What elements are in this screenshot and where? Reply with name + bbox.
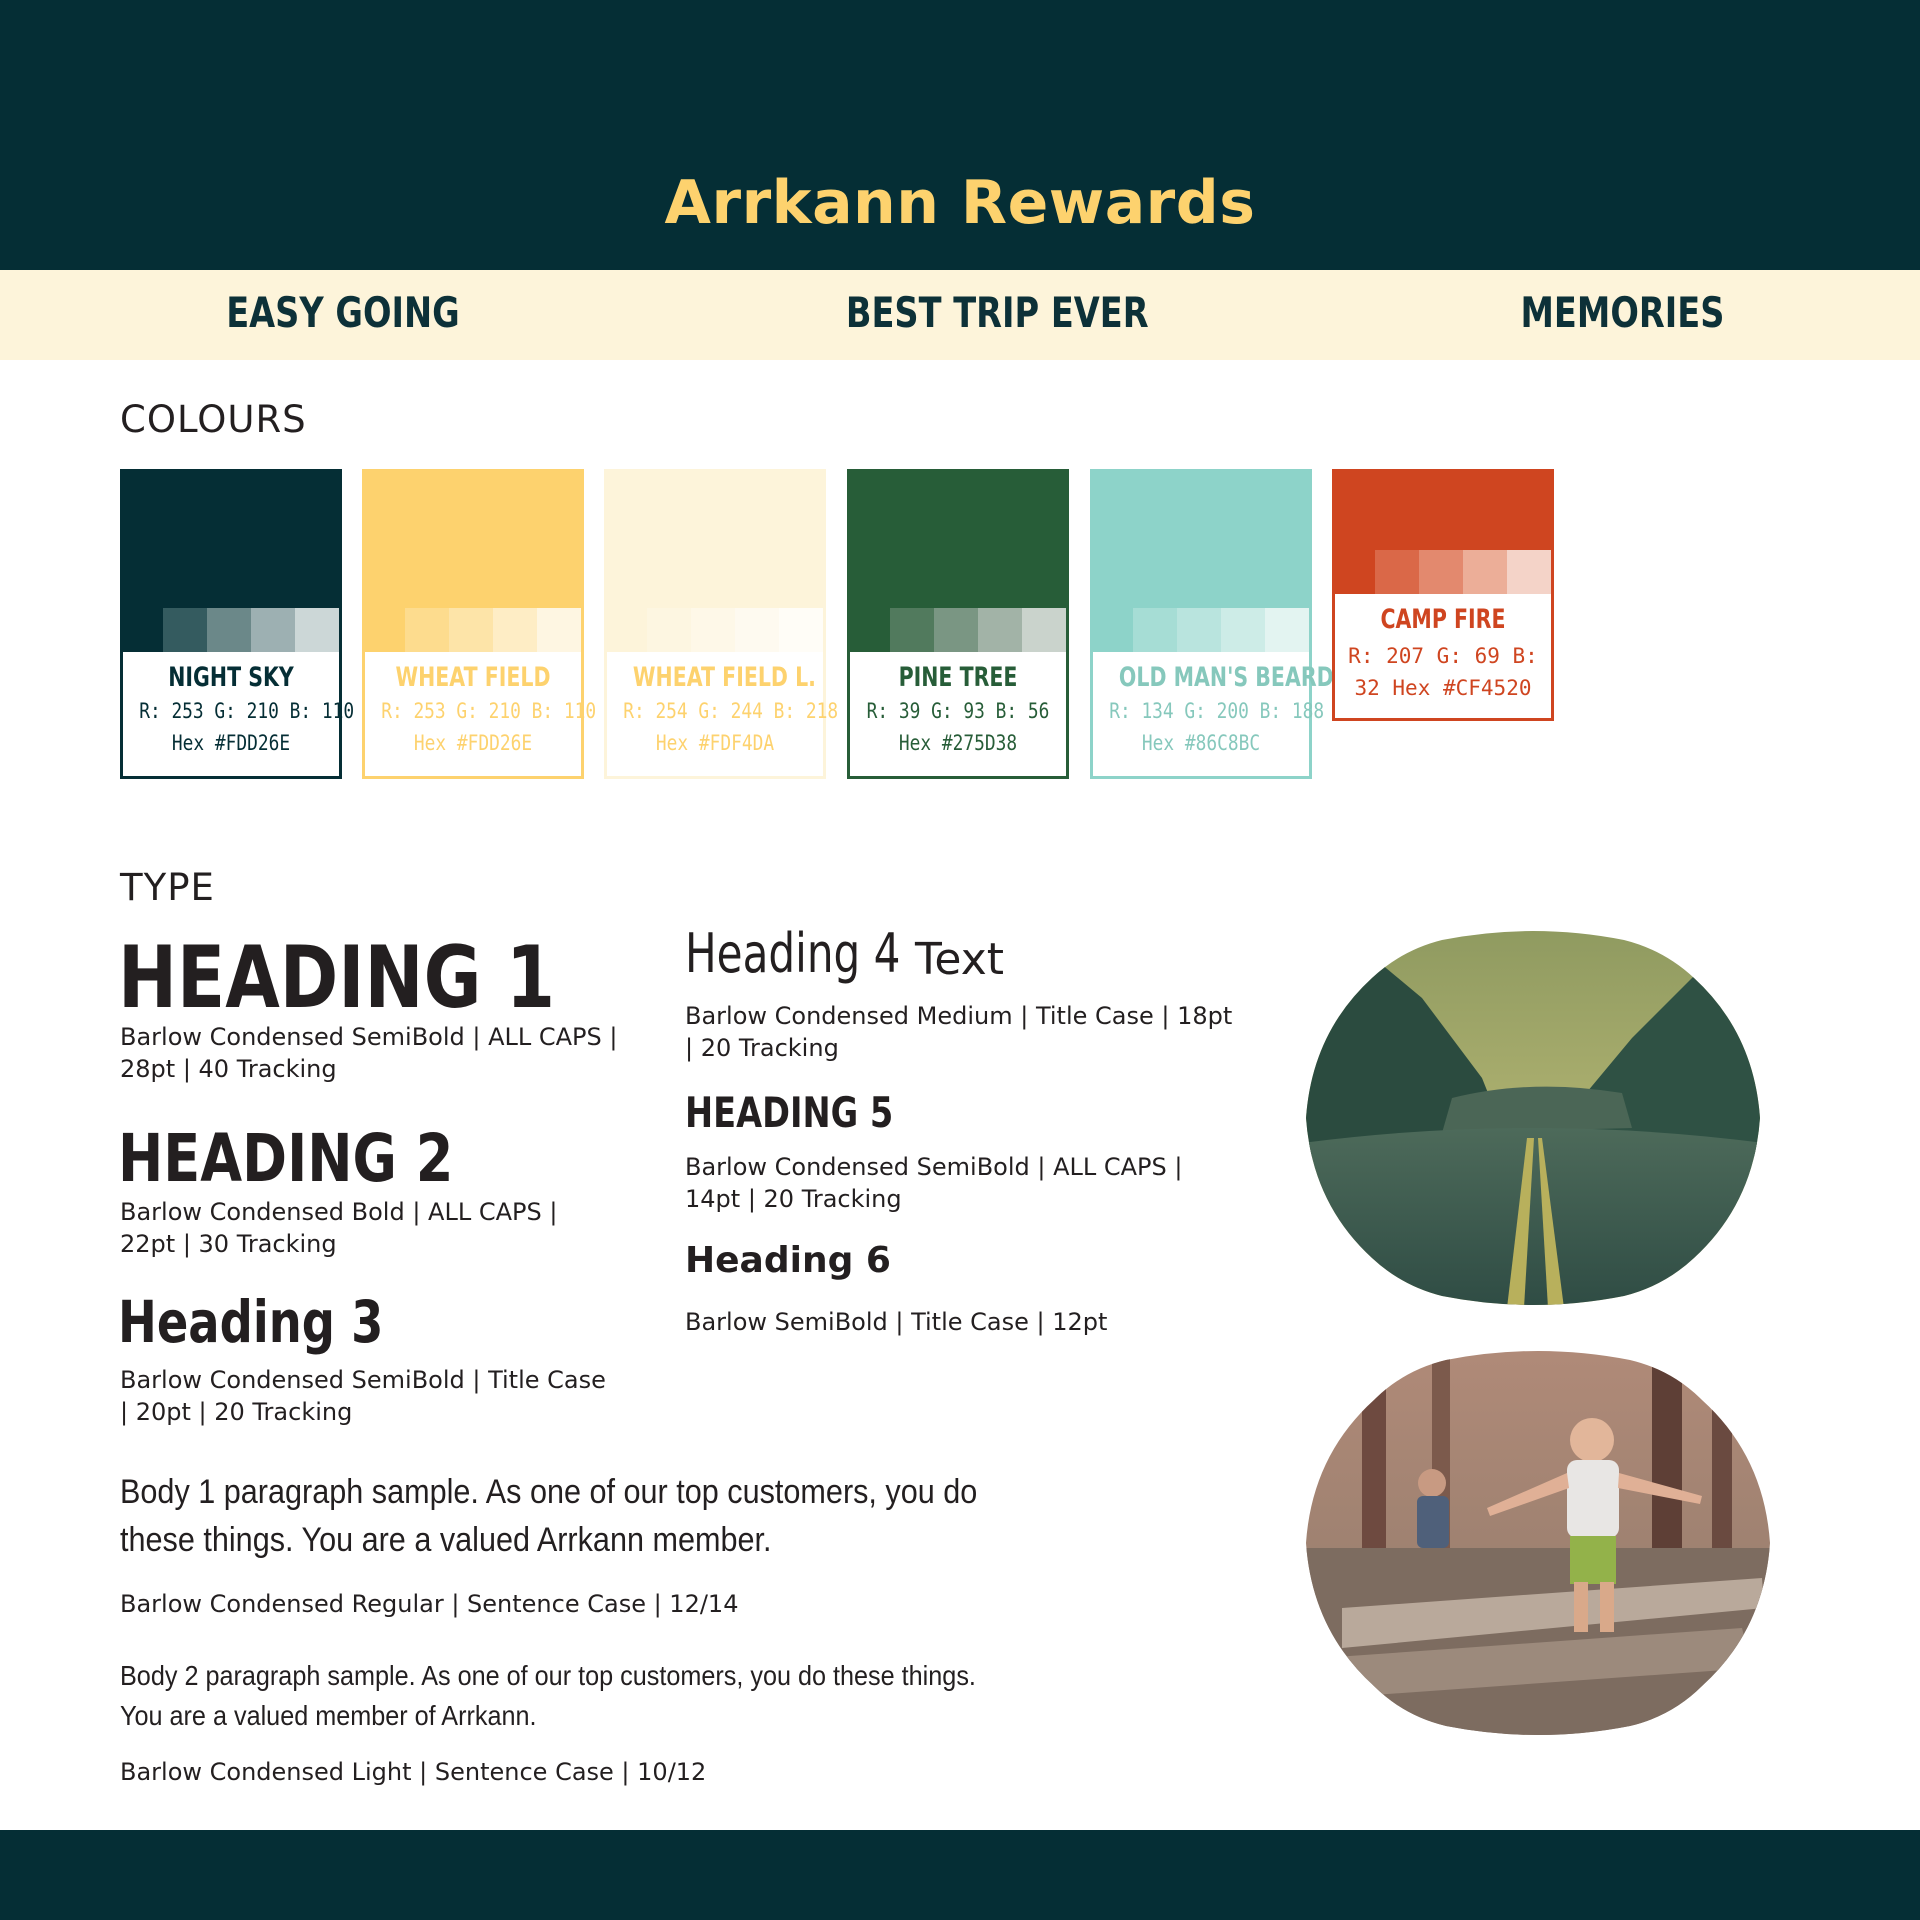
swatch-tint [537, 608, 581, 652]
swatch-tint [207, 608, 251, 652]
swatch-card [847, 469, 1069, 779]
swatch-tint [1419, 550, 1463, 594]
heading-6-sample: Heading 6 [685, 1240, 891, 1281]
heading-4-text-label: Text [915, 934, 1004, 985]
heading-4-sample: Heading 4 [685, 922, 901, 985]
swatch-card [362, 469, 597, 779]
tagline-memories: MEMORIES [1520, 288, 1725, 337]
swatch-tint [251, 608, 295, 652]
page-title: Arrkann Rewards [664, 168, 1256, 238]
swatch-values: R: 207 G: 69 B: 32 Hex #CF4520 [1348, 644, 1538, 700]
swatch-tint [449, 608, 493, 652]
swatch-rgb: R: 134 G: 200 B: 188 [1109, 699, 1325, 723]
footer-bar [0, 1830, 1920, 1920]
swatch-tint-strip [890, 608, 1066, 652]
swatch-tint [1265, 608, 1309, 652]
swatch-hex: Hex #86C8BC [1141, 731, 1261, 755]
swatch-tint [779, 608, 823, 652]
swatch-tint-strip [163, 608, 339, 652]
swatch-tint [647, 608, 691, 652]
type-heading: TYPE [120, 866, 215, 909]
swatch-tint [978, 608, 1022, 652]
swatch-rgb: R: 253 G: 210 B: 110 [381, 699, 597, 723]
heading-4-spec: Barlow Condensed Medium | Title Case | 18pt | 20 Tracking [685, 1002, 1233, 1062]
swatch-tint [1133, 608, 1177, 652]
swatch-name: NIGHT SKY [168, 662, 294, 693]
colours-heading: COLOURS [120, 398, 307, 441]
swatch-tint [735, 608, 779, 652]
swatch-tint [1375, 550, 1419, 594]
swatch-tint [934, 608, 978, 652]
swatch-tint [493, 608, 537, 652]
swatch-tint-strip [405, 608, 581, 652]
swatch-card [120, 469, 355, 779]
heading-3-sample: Heading 3 [118, 1288, 384, 1356]
swatch-rgb: R: 253 G: 210 B: 110 [139, 699, 355, 723]
swatch-tint-strip [1133, 608, 1309, 652]
swatch-hex: Hex #275D38 [898, 731, 1018, 755]
swatch-card [604, 469, 839, 779]
body-1-spec: Barlow Condensed Regular | Sentence Case | 12/14 [120, 1590, 739, 1618]
swatch-tint [1221, 608, 1265, 652]
kids-on-logs-photo [1302, 1348, 1774, 1738]
body-1-sample: Body 1 paragraph sample. As one of our top customers, you do these things. You are a valued Arrkann member. [120, 1473, 978, 1559]
swatch-name: WHEAT FIELD [395, 662, 551, 693]
heading-3-spec: Barlow Condensed SemiBold | Title Case | 20pt | 20 Tracking [120, 1366, 606, 1426]
swatch-tint [1177, 608, 1221, 652]
body-2-spec: Barlow Condensed Light | Sentence Case | 10/12 [120, 1758, 707, 1786]
swatch-card [1332, 469, 1554, 721]
heading-1-sample: HEADING 1 [118, 928, 556, 1028]
heading-5-sample: HEADING 5 [685, 1088, 894, 1137]
heading-2-spec: Barlow Condensed Bold | ALL CAPS | 22pt | 30 Tracking [120, 1198, 558, 1258]
swatch-tint-strip [1375, 550, 1551, 594]
heading-5-spec: Barlow Condensed SemiBold | ALL CAPS | 14pt | 20 Tracking [685, 1153, 1183, 1213]
swatch-name: PINE TREE [898, 662, 1018, 693]
swatch-tint [295, 608, 339, 652]
swatch-tint [1507, 550, 1551, 594]
swatch-card [1090, 469, 1334, 779]
swatch-name: CAMP FIRE [1380, 604, 1506, 635]
swatch-tint [1022, 608, 1066, 652]
swatch-rgb: R: 254 G: 244 B: 218 [623, 699, 839, 723]
tagline-best-trip-ever: BEST TRIP EVER [845, 288, 1149, 337]
swatch-name: WHEAT FIELD L. [632, 662, 816, 693]
body-2-sample: Body 2 paragraph sample. As one of our top customers, you do these things. You are a valued member of Arrkann. [120, 1660, 976, 1731]
swatch-tint [405, 608, 449, 652]
swatch-hex: Hex #FDD26E [413, 731, 533, 755]
swatch-hex: Hex #FDD26E [171, 731, 291, 755]
swatch-tint [890, 608, 934, 652]
tagline-easy-going: EASY GOING [226, 288, 460, 337]
swatch-tint [1463, 550, 1507, 594]
heading-2-sample: HEADING 2 [118, 1120, 454, 1197]
swatch-rgb: R: 39 G: 93 B: 56 [866, 699, 1050, 723]
heading-6-spec: Barlow SemiBold | Title Case | 12pt [685, 1308, 1108, 1336]
swatch-hex: Hex #FDF4DA [655, 731, 775, 755]
swatch-name: OLD MAN'S BEARD [1118, 662, 1334, 693]
swatch-tint [163, 608, 207, 652]
heading-1-spec: Barlow Condensed SemiBold | ALL CAPS | 28pt | 40 Tracking [120, 1023, 618, 1083]
swatch-tint-strip [647, 608, 823, 652]
road-photo [1302, 928, 1764, 1308]
swatch-tint [691, 608, 735, 652]
